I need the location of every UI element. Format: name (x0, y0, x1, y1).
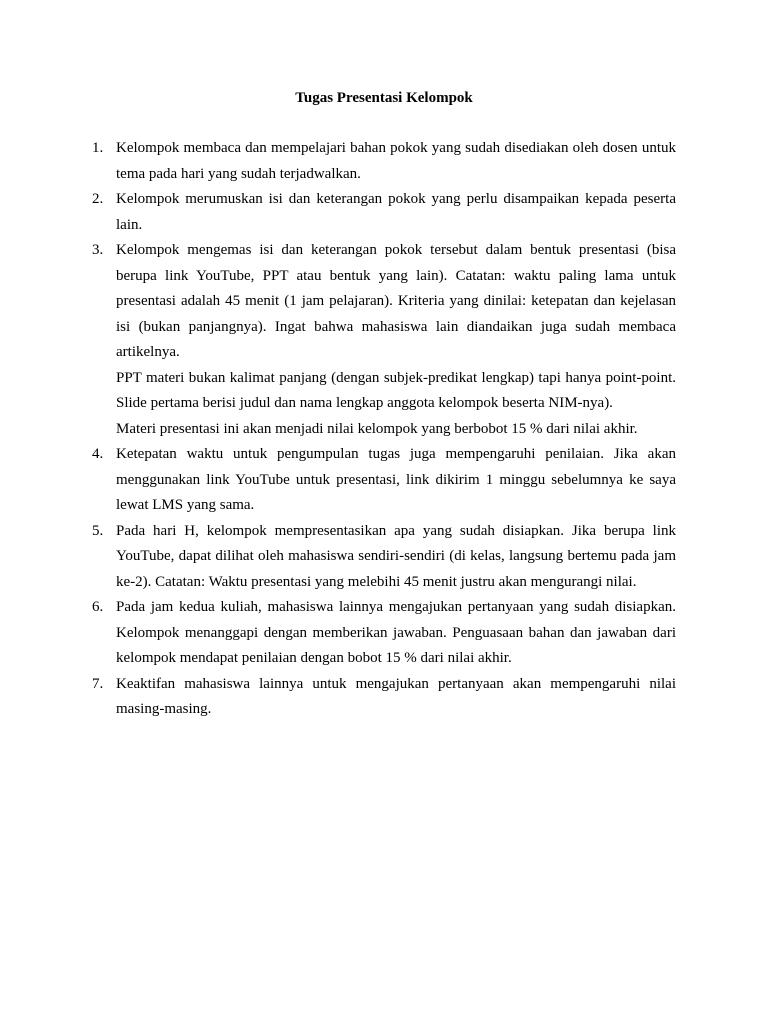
list-item (92, 136, 676, 187)
item-text: Kelompok mengemas isi dan keterangan pokok tersebut dalam bentuk presentasi (bisa berupa link YouTube, PPT atau bentuk yang lain). Catatan: waktu paling lama untuk presentasi adalah 45 menit (1 jam pelajaran). Kriteria yang dinilai: ketepatan dan kejelasan isi (bukan panjangnya). Ingat bahwa mahasiswa lain diandaikan juga sudah membaca artikelnya. (116, 242, 676, 360)
list-item (92, 519, 676, 596)
document-title: Tugas Presentasi Kelompok (295, 90, 473, 106)
list-item (92, 238, 676, 442)
item-text: Materi presentasi ini akan menjadi nilai kelompok yang berbobot 15 % dari nilai akhir. (116, 420, 638, 437)
item-number: 4. (92, 446, 104, 462)
item-number: 6. (92, 599, 104, 615)
item-text: Ketepatan waktu untuk pengumpulan tugas juga mempengaruhi penilaian. Jika akan menggunakan link YouTube untuk presentasi, link dikirim 1 minggu sebelumnya ke saya lewat LMS yang sama. (116, 446, 676, 513)
item-text: Kelompok membaca dan mempelajari bahan pokok yang sudah disediakan oleh dosen untuk tema pada hari yang sudah terjadwalkan. (116, 140, 676, 182)
item-number: 3. (92, 242, 104, 258)
item-number: 1. (92, 140, 104, 156)
list-item (92, 595, 676, 672)
list-item (92, 187, 676, 238)
list-item (92, 442, 676, 519)
task-list (92, 136, 676, 723)
item-number: 2. (92, 191, 104, 207)
item-text: Keaktifan mahasiswa lainnya untuk mengajukan pertanyaan akan mempengaruhi nilai masing-masing. (116, 675, 676, 717)
item-text: PPT materi bukan kalimat panjang (dengan subjek-predikat lengkap) tapi hanya point-point. Slide pertama berisi judul dan nama lengkap anggota kelompok beserta NIM-nya). (116, 369, 676, 411)
item-text: Pada hari H, kelompok mempresentasikan apa yang sudah disiapkan. Jika berupa link YouTube, dapat dilihat oleh mahasiswa sendiri-sendiri (di kelas, langsung bertemu pada jam ke-2). Catatan: Waktu presentasi yang melebihi 45 menit justru akan mengurangi nilai. (116, 522, 676, 590)
item-text: Pada jam kedua kuliah, mahasiswa lainnya mengajukan pertanyaan yang sudah disiapkan. Kelompok menanggapi dengan memberikan jawaban. Penguasaan bahan dan jawaban dari kelompok mendapat penilaian dengan bobot 15 % dari nilai akhir. (116, 599, 676, 666)
item-text: Kelompok merumuskan isi dan keterangan pokok yang perlu disampaikan kepada peserta lain. (116, 191, 676, 233)
item-number: 5. (92, 522, 104, 539)
list-item (92, 672, 676, 723)
item-number: 7. (92, 675, 104, 692)
